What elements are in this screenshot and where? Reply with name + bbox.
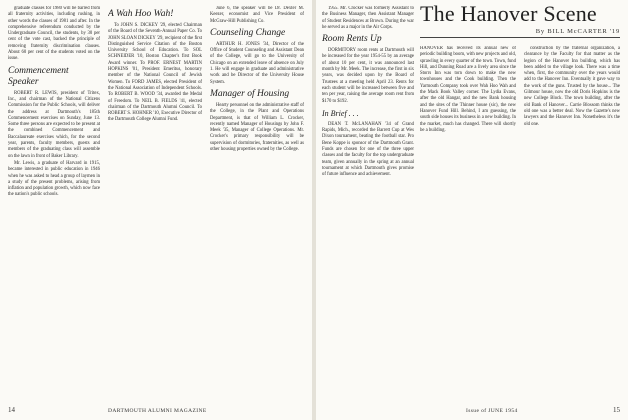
right-column-1 <box>322 6 414 398</box>
masthead-title: The Hanover Scene <box>420 1 597 26</box>
left-column-3 <box>210 6 304 398</box>
left-column-1 <box>8 6 100 398</box>
heading-in-brief: In Brief . . . <box>322 108 359 118</box>
page-number: 14 <box>8 406 15 414</box>
heading-counseling-change: Counseling Change <box>210 27 286 38</box>
body-text: Hearty personnel on the administrative staff of the College, in the Plant and Operations Department, is that of William L. Crocker, recently named Manager of Housings by John F. Meek '35, Manager of College Operations. Mr. Crocker's primary responsibility will be supervision of dormitories, fraternities, as well as other housing properties owned by the College. <box>210 102 304 153</box>
body-text: To JOHN S. DICKEY '29, elected Chairman of the Board of the Seventh-Annual Paper Co. To JOHN SLOAN DICKEY '29, recipient of the first Distinguished Service Citation of the Boston University School of Education. To SOL SCHNEIDER '10, Boston Chapter's first Book Award winner. To PROF. ERNEST MARTIN HOPKINS '01, President Emeritus, honorary member of the National Council of Jewish Women. To FORD JAMES, elected President of the National Association of Independent Schools. To ROBERT B. WOOD '34, awarded the Medal of Freedom. To NEIL B. FIELDS '41, elected chairman of the Dartmouth Alumni Council. To ROBERT S. HOHNER '10, Executive Director of the Dartmouth College Alumni Fund. <box>108 23 202 123</box>
heading-wah-hoo-wah: A Wah Hoo Wah! <box>108 9 174 19</box>
page-number: 15 <box>613 406 620 414</box>
left-column-2 <box>108 6 202 398</box>
body-text: construction by the fraternal organization, a clearance by the Faculty for that matter as the legion of the Hanover Inn building, which has been added to the village look. There was a time when, first, the community over the years would add to the Hanover Inn. Eventually it gave way to the work of the guns. Trusted by the house... The Gilmour house, now the old Doris Hopkins is the new College Block. The town building, after the old Bank of Hanover... Carrie Blossom thinks the old one was a better deal. Now the Gazette's new lawyers and the Hanover Inn. Nonetheless it's the old one. <box>524 46 620 127</box>
body-text: 1955. Mr. Crocker was formerly Assistant to the Business Manager, then Assistant Manager of Student Residences at Brown. During the war he served as a major in the Air Corps. <box>322 6 414 30</box>
right-column-2 <box>420 46 516 396</box>
body-text: June 6, the speaker will be Dr. Dexter M. Keezer, economist and Vice President of McGraw-Hill Publishing Co. <box>210 6 304 24</box>
left-page <box>0 0 312 420</box>
heading-commencement-speaker: Commencement Speaker <box>8 65 69 87</box>
body-text: ROBERT R. LEWIS, president of Tritex, Inc., and chairman of the National Citizens Commission for the Public Schools, will deliver the address at Dartmouth's 185th Commencement exercises on Sunday, June 13. Some three persons are expected to be present at the combined Commencement and Baccalaureate exercises which, for the second year, parents, faculty members, guests and members of the graduating class will assemble on the lawn in front of Baker Library. <box>8 90 100 159</box>
byline: By BILL McCARTER '19 <box>535 28 620 35</box>
body-text: DORMITORY room rents at Dartmouth will be increased for the year 1954-55 by an average of about 10 per cent, it was announced last month by Mr. Meek. The increase, the first in six years, was decided upon by the Board of Trustees at a meeting held April 23. Rents for each student will be increased between five and ten per year, raising the average room rent from $170 to $192. <box>322 48 414 104</box>
right-column-3 <box>524 46 620 396</box>
body-text: Mr. Lewis, a graduate of Harvard in 1915, became interested in public education in 1946 when he was asked to head a group of laymen in a study of the present problems, arising from inflation and population growth, which now face the nation's public schools. <box>8 160 100 198</box>
page-footer: Issue of JUNE 1954 <box>466 408 518 414</box>
right-page <box>316 0 628 420</box>
masthead <box>420 2 620 38</box>
body-text: DEAN T. McLANAHAN '34 of Grand Rapids, Mich., recorded the Barrett Cup at Wes Dixon tournament, beating the football star. Pro Bene Koppe is sponsor of the Dartmouth Grant. Funds are chosen for one of the three upper classes and the faculty for the top undergraduate team, given annually in the spring at an annual tournament at which Dartmouth gives promise of future influence and achievement. <box>322 121 414 178</box>
body-text: HANOVER has received its annual new of periodic building boom, with new projects and old, sprawling in every quarter of the town. Town, fund Hill, and Dunning Road are a lively area since the Storrs Inn was torn down to make the new townhouses and the Cook building. Then the Yarmouth Company took over Wah Hoo Wah and the Mack Book Valley corner. The Lydia Evans, after the old Hangar, and the new Bank housing and the sites of the Thinner house (sic), the new Hanover Fund Hill. Behind, I am guessing, the south side houses its business in a new building. In the market, much has changed. There will shortly be a building. <box>420 46 516 133</box>
page-footer: DARTMOUTH ALUMNI MAGAZINE <box>108 408 207 414</box>
heading-manager-of-housing: Manager of Housing <box>210 88 290 99</box>
hanover-scene-section <box>420 0 622 400</box>
continued-text: graduate classes for 1980 will be barred from all fraternity activities, including rushing, in other words the classes of 1981 and after. In the comprehensive referendum conducted by the Undergraduate Council, the students, by 30 per cent of the vote cast, backed the principle of removing fraternity discrimination clauses. About 60 per cent of the students voted on the issue. <box>8 6 100 62</box>
heading-room-rents-up: Room Rents Up <box>322 34 382 45</box>
body-text: ARTHUR H. JONES '34, Director of the Office of Student Counseling and Assistant Dean of the College, will go to the University of Chicago on an extended leave of absence on July 1. He will engage in graduate and administrative work and be Director of the University House System. <box>210 41 304 85</box>
